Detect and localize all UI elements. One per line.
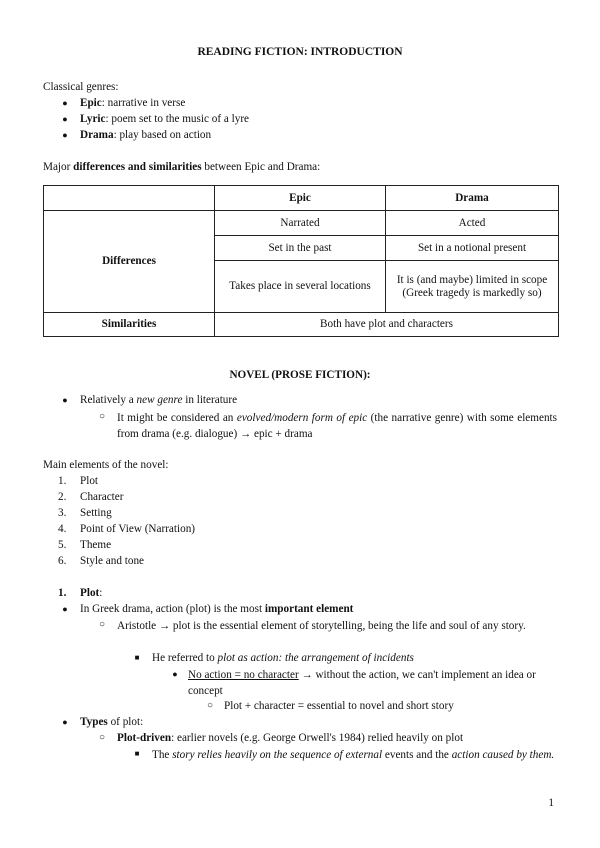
bullet-dot-icon: ● [62,604,68,614]
table-cell: Narrated [215,211,386,236]
table-cell: Takes place in several locations [215,261,386,313]
elements-intro: Main elements of the novel: [43,459,169,471]
table-row [44,313,559,337]
bullet-circle-icon: ○ [98,619,106,630]
bullet-dot-icon: ● [62,395,68,405]
bullet-circle-icon: ○ [98,732,106,743]
list-item: Point of View (Narration) [80,523,196,535]
story-text: The story relies heavily on the sequence of external events and the action caused by them. [152,749,555,761]
table-cell: It is (and maybe) limited in scope (Greek tragedy is markedly so) [386,261,559,313]
row-label-similarities: Similarities [44,313,215,337]
list-item: Theme [80,539,112,551]
genre-item: Lyric: poem set to the music of a lyre [80,113,250,125]
novel-subbullet: It might be considered an evolved/modern form of epic (the narrative genre) with some elements from drama (e.g. dialogue) → epic + drama [117,412,557,440]
bullet-dot-icon: ● [62,130,68,140]
section-heading: NOVEL (PROSE FICTION): [229,369,371,381]
types-text: Types of plot: [80,716,144,728]
noaction-text: No action = no character → without the action, we can't implement an idea or concept [188,669,536,697]
list-item: Setting [80,507,112,519]
page-title: READING FICTION: INTRODUCTION [197,46,403,58]
novel-bullet: Relatively a new genre in literature [80,394,238,406]
comparison-table [43,185,559,337]
list-item: 5. [58,539,67,551]
major-intro: Major differences and similarities between Epic and Drama: [43,161,321,173]
aristotle-text: Aristotle → plot is the essential element of storytelling, being the life and soul of any story. [117,620,526,632]
bullet-dot-icon: ● [62,98,68,108]
table-header-row [44,186,559,211]
table-cell: Set in a notional present [386,236,559,261]
bullet-circle-icon: ○ [98,411,106,422]
table-cell: Both have plot and characters [215,313,559,337]
list-item: Plot [80,475,99,487]
genres-intro: Classical genres: [43,81,119,93]
bullet-dot-icon: ● [62,717,68,727]
bullet-circle-icon: ○ [206,700,214,711]
table-cell: Acted [386,211,559,236]
list-item: 3. [58,507,67,519]
list-item: 1. [58,475,67,487]
table-header-cell: Epic [215,186,386,211]
table-header-cell [44,186,215,211]
bullet-square-icon: ■ [134,653,140,662]
bullet-dot-icon: ● [172,669,178,679]
page-number: 1 [548,797,554,809]
referred-text: He referred to plot as action: the arrangement of incidents [152,652,414,664]
list-item: Style and tone [80,555,145,567]
genre-item: Epic: narrative in verse [80,97,186,109]
list-item: 4. [58,523,67,535]
table-cell: Set in the past [215,236,386,261]
table-header-cell: Drama [386,186,559,211]
bullet-dot-icon: ● [62,114,68,124]
table-row [44,211,559,236]
row-label-differences: Differences [44,211,215,313]
plot-driven-text: Plot-driven: earlier novels (e.g. George Orwell's 1984) relied heavily on plot [117,732,464,744]
plot-heading-number: 1. [58,587,67,599]
genre-item: Drama: play based on action [80,129,212,141]
plot-heading: Plot: [80,587,103,599]
bullet-square-icon: ■ [134,749,140,758]
pluschar-text: Plot + character = essential to novel and short story [224,700,454,712]
list-item: 6. [58,555,67,567]
list-item: 2. [58,491,67,503]
plot-bullet: In Greek drama, action (plot) is the most important element [80,603,354,615]
list-item: Character [80,491,124,503]
